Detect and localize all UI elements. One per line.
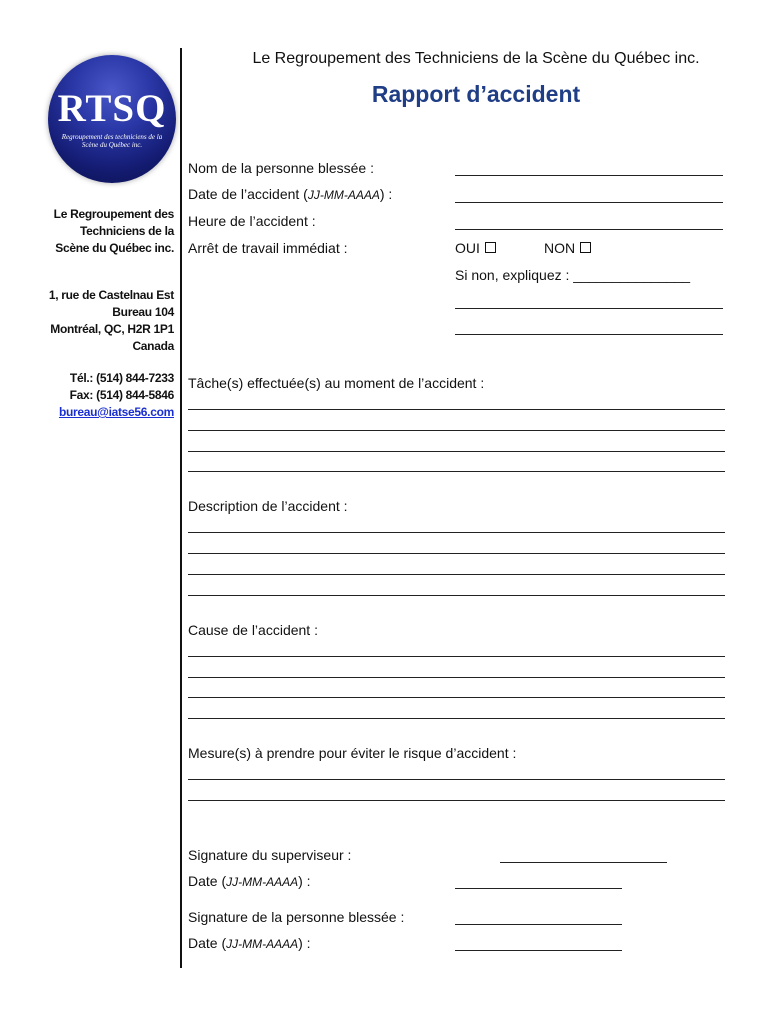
injured-signature-field[interactable]: [455, 924, 622, 925]
injured-name-field[interactable]: [455, 175, 723, 176]
measures-line[interactable]: [188, 779, 725, 780]
explain-label: Si non, expliquez : _______________: [455, 267, 691, 283]
tasks-label: Tâche(s) effectuée(s) au moment de l’accident :: [188, 375, 485, 391]
injured-date-label: Date (JJ-MM-AAAA) :: [188, 935, 311, 951]
sidebar-contact: [59, 370, 174, 421]
accident-time-label: Heure de l’accident :: [188, 213, 316, 229]
org-title: Le Regroupement des Techniciens de la Scène du Québec inc.: [252, 50, 700, 67]
accident-date-label: Date de l’accident (JJ-MM-AAAA) :: [188, 186, 393, 202]
supervisor-date-label: Date (JJ-MM-AAAA) :: [188, 873, 311, 889]
sidebar-address: 1, rue de Castelnau Est Bureau 104 Montréal, QC, H2R 1P1 Canada: [48, 288, 174, 353]
description-line[interactable]: [188, 553, 725, 554]
explain-line-2[interactable]: [455, 334, 723, 335]
cause-line[interactable]: [188, 677, 725, 678]
tasks-line[interactable]: [188, 451, 725, 452]
measures-line[interactable]: [188, 800, 725, 801]
rtsq-logo: [48, 55, 176, 183]
sidebar-email-link[interactable]: bureau@iatse56.com: [58, 405, 174, 419]
supervisor-date-field[interactable]: [455, 888, 622, 889]
oui-checkbox[interactable]: OUI: [455, 240, 496, 256]
description-label: Description de l’accident :: [188, 498, 348, 514]
injured-name-label: Nom de la personne blessée :: [188, 160, 374, 176]
measures-label: Mesure(s) à prendre pour éviter le risque d’accident :: [188, 745, 517, 761]
cause-line[interactable]: [188, 697, 725, 698]
cause-label: Cause de l’accident :: [188, 622, 318, 638]
sidebar-phone: Tél.: (514) 844-7233: [69, 371, 174, 385]
description-line[interactable]: [188, 595, 725, 596]
tasks-line[interactable]: [188, 430, 725, 431]
supervisor-signature-label: Signature du superviseur :: [188, 847, 352, 863]
logo-subtitle: Regroupement des techniciens de la Scène du Québec inc.: [61, 133, 163, 149]
tasks-line[interactable]: [188, 471, 725, 472]
vertical-divider: [180, 48, 182, 968]
injured-signature-label: Signature de la personne blessée :: [188, 909, 405, 925]
tasks-line[interactable]: [188, 409, 725, 410]
description-line[interactable]: [188, 532, 725, 533]
supervisor-signature-field[interactable]: [500, 862, 667, 863]
description-line[interactable]: [188, 574, 725, 575]
injured-date-field[interactable]: [455, 950, 622, 951]
page-title: Rapport d’accident: [371, 81, 581, 107]
logo-text: RTSQ: [57, 87, 167, 130]
accident-date-field[interactable]: [455, 202, 723, 203]
work-stoppage-label: Arrêt de travail immédiat :: [188, 240, 348, 256]
non-box-icon: [580, 242, 591, 253]
cause-line[interactable]: [188, 656, 725, 657]
non-checkbox[interactable]: NON: [544, 240, 591, 256]
oui-box-icon: [485, 242, 496, 253]
accident-time-field[interactable]: [455, 229, 723, 230]
sidebar-fax: Fax: (514) 844-5846: [69, 388, 174, 402]
cause-line[interactable]: [188, 718, 725, 719]
sidebar-org-name: Le Regroupement des Techniciens de la Scène du Québec inc.: [53, 207, 174, 255]
explain-line-1[interactable]: [455, 308, 723, 309]
